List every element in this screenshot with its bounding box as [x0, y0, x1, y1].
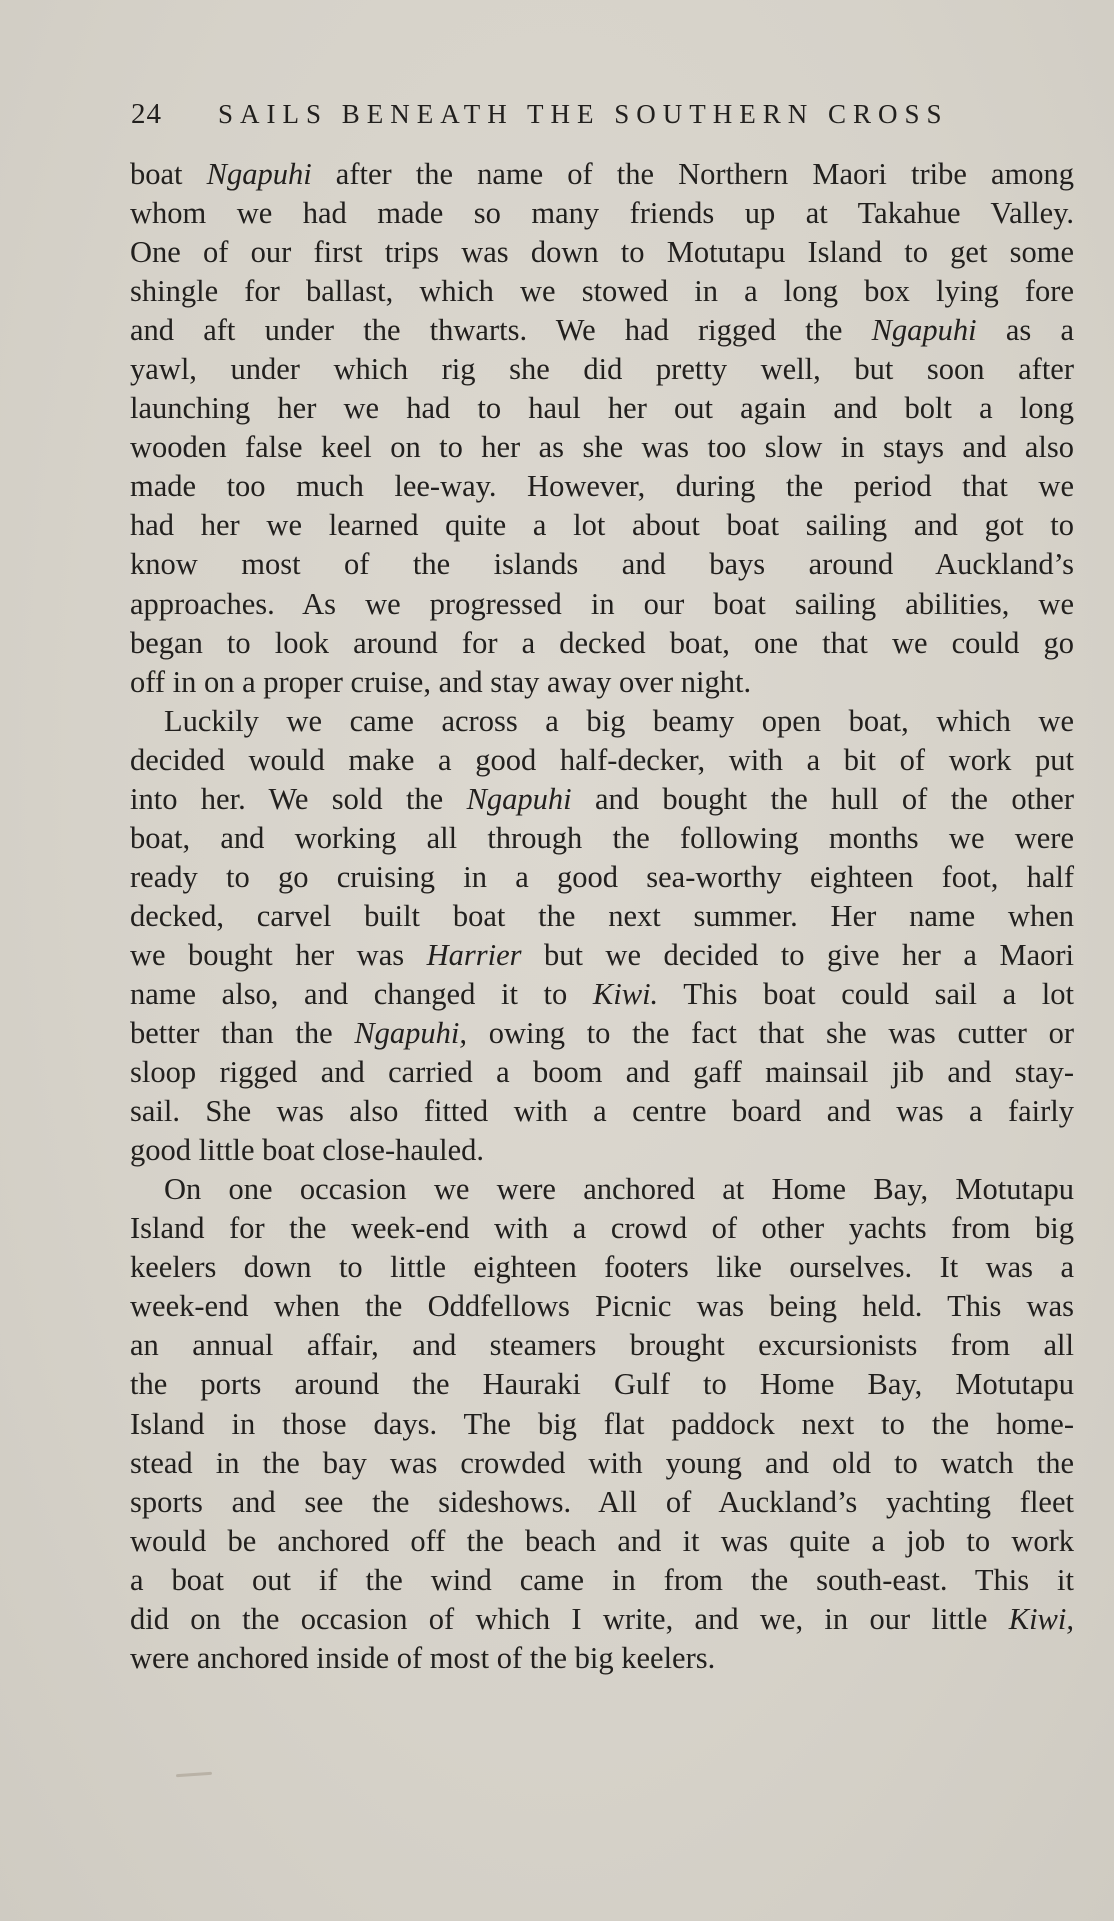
text-line: Island for the week-end with a crowd of other yachts from big: [130, 1211, 1074, 1246]
text-line: ready to go cruising in a good sea-worthy eighteen foot, half: [130, 859, 1074, 894]
text-line: we bought her was Harrier but we decided to give her a Maori: [130, 937, 1074, 972]
text-line: sports and see the sideshows. All of Auckland’s yachting fleet: [130, 1484, 1074, 1519]
ink-smudge: [176, 1772, 212, 1778]
text-line: boat, and working all through the following months we were: [130, 820, 1074, 855]
text-line: were anchored inside of most of the big keelers.: [130, 1640, 716, 1675]
text-line: whom we had made so many friends up at Takahue Valley.: [130, 196, 1074, 231]
text-line: stead in the bay was crowded with young and old to watch the: [130, 1445, 1074, 1480]
running-title: SAILS BENEATH THE SOUTHERN CROSS: [218, 98, 949, 129]
text-line: good little boat close-hauled.: [130, 1133, 485, 1168]
running-head: [131, 96, 1026, 132]
text-line: began to look around for a decked boat, one that we could go: [130, 625, 1074, 660]
text-line: launching her we had to haul her out again and bolt a long: [130, 391, 1074, 426]
text-line: made too much lee-way. However, during the period that we: [130, 469, 1074, 504]
text-line: week-end when the Oddfellows Picnic was being held. This was: [130, 1289, 1074, 1324]
text-line: approaches. As we progressed in our boat sailing abilities, we: [130, 586, 1074, 621]
text-line: an annual affair, and steamers brought excursionists from all: [130, 1328, 1074, 1363]
text-line: better than the Ngapuhi, owing to the fact that she was cutter or: [130, 1016, 1074, 1051]
text-line: would be anchored off the beach and it was quite a job to work: [130, 1523, 1074, 1558]
text-line: sail. She was also fitted with a centre board and was a fairly: [130, 1094, 1074, 1129]
page-number: 24: [131, 97, 162, 130]
text-line: know most of the islands and bays around Auckland’s: [130, 547, 1074, 582]
text-line: Island in those days. The big flat paddock next to the home-: [130, 1406, 1074, 1441]
text-line: decked, carvel built boat the next summer. Her name when: [130, 898, 1074, 933]
text-line: yawl, under which rig she did pretty well, but soon after: [130, 352, 1074, 387]
text-line: had her we learned quite a lot about boat sailing and got to: [130, 508, 1074, 543]
text-line: Luckily we came across a big beamy open boat, which we: [164, 703, 1074, 738]
text-line: name also, and changed it to Kiwi. This boat could sail a lot: [130, 976, 1074, 1011]
text-line: and aft under the thwarts. We had rigged the Ngapuhi as a: [130, 313, 1074, 348]
text-line: decided would make a good half-decker, with a bit of work put: [130, 742, 1074, 777]
body-text: [130, 155, 1074, 1678]
text-line: boat Ngapuhi after the name of the Northern Maori tribe among: [130, 157, 1074, 191]
text-line: sloop rigged and carried a boom and gaff mainsail jib and stay-: [130, 1055, 1074, 1090]
text-line: shingle for ballast, which we stowed in a long box lying fore: [130, 274, 1074, 309]
text-line: wooden false keel on to her as she was too slow in stays and also: [130, 430, 1074, 465]
text-line: On one occasion we were anchored at Home Bay, Motutapu: [164, 1172, 1074, 1207]
text-line: the ports around the Hauraki Gulf to Home Bay, Motutapu: [130, 1367, 1074, 1402]
text-line: off in on a proper cruise, and stay away over night.: [130, 664, 752, 699]
text-line: keelers down to little eighteen footers like ourselves. It was a: [130, 1250, 1074, 1285]
text-line: One of our first trips was down to Motutapu Island to get some: [130, 235, 1074, 270]
text-line: did on the occasion of which I write, and we, in our little Kiwi,: [130, 1601, 1074, 1636]
text-line: into her. We sold the Ngapuhi and bought the hull of the other: [130, 781, 1074, 816]
text-line: a boat out if the wind came in from the south-east. This it: [130, 1562, 1074, 1597]
